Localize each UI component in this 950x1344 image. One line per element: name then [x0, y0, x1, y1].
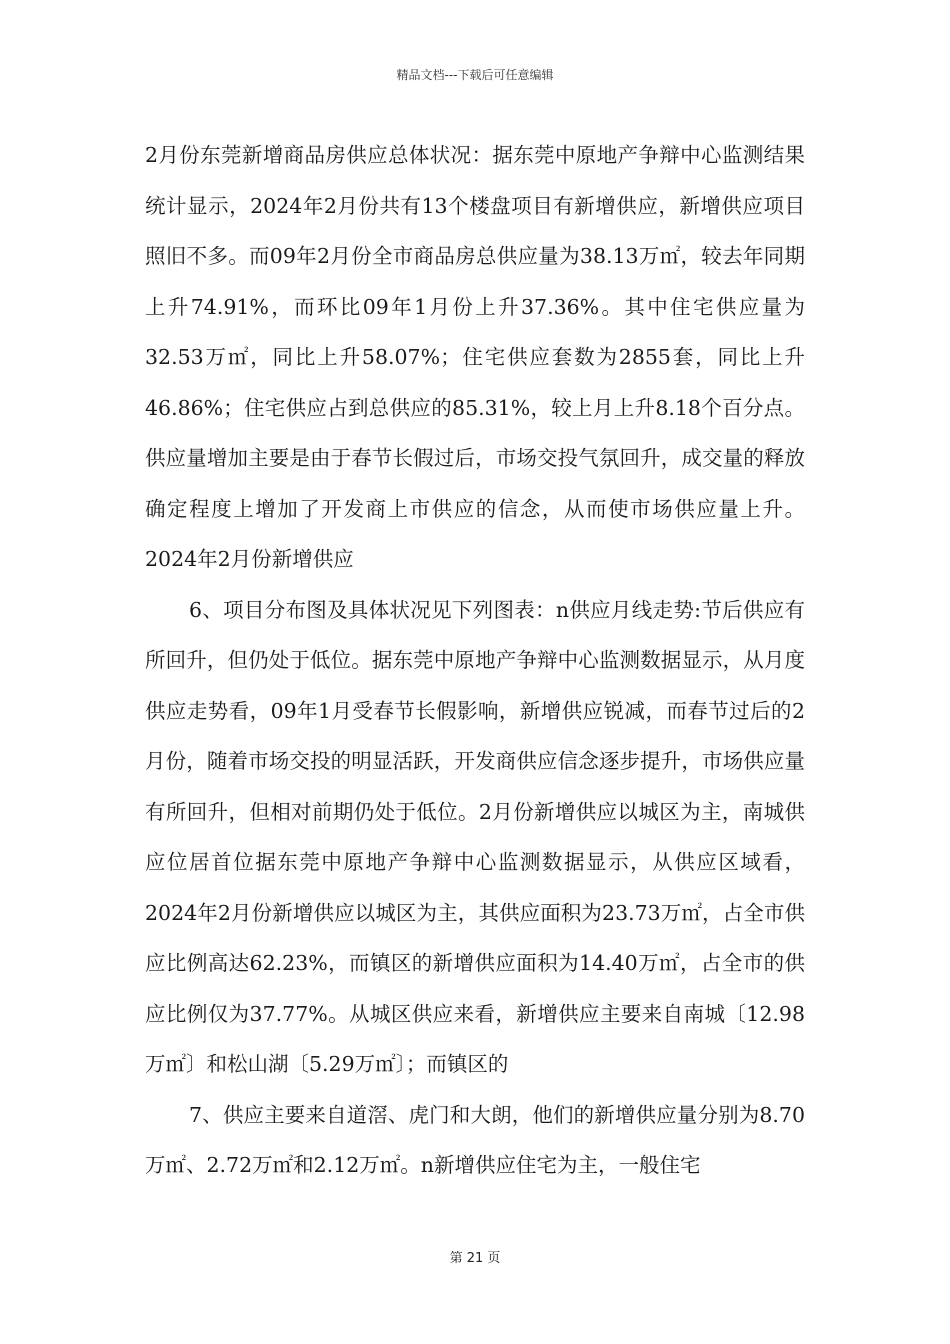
- paragraph-supply-overview: 2月份东莞新增商品房供应总体状况：据东莞中原地产争辩中心监测结果统计显示，2024年2月份共有13个楼盘项目有新增供应，新增供应项目照旧不多。而09年2月份全市商品房总供应量为38.13万㎡，较去年同期上升74.91%，而环比09年1月份上升37.36%。其中住宅供应量为32.53万㎡，同比上升58.07%；住宅供应套数为2855套，同比上升46.86%；住宅供应占到总供应的85.31%，较上月上升8.18个百分点。供应量增加主要是由于春节长假过后，市场交投气氛回升，成交量的释放确定程度上增加了开发商上市供应的信念，从而使市场供应量上升。2024年2月份新增供应: [145, 143, 805, 571]
- page-header: 精品文档---下载后可任意编辑: [396, 68, 554, 82]
- document-body: [145, 130, 805, 1191]
- paragraph-supply-sources: 7、供应主要来自道滘、虎门和大朗，他们的新增供应量分别为8.70万㎡、2.72万㎡和2.12万㎡。n新增供应住宅为主，一般住宅: [145, 1102, 805, 1177]
- paragraph-project-distribution: 6、项目分布图及具体状况见下列图表：n供应月线走势:节后供应有所回升，但仍处于低位。据东莞中原地产争辩中心监测数据显示，从月度供应走势看，09年1月受春节长假影响，新增供应锐减，而春节过后的2月份，随着市场交投的明显活跃，开发商供应信念逐步提升，市场供应量有所回升，但相对前期仍处于低位。2月份新增供应以城区为主，南城供应位居首位据东莞中原地产争辩中心监测数据显示，从供应区域看，2024年2月份新增供应以城区为主，其供应面积为23.73万㎡，占全市供应比例高达62.23%，而镇区的新增供应面积为14.40万㎡，占全市的供应比例仅为37.77%。从城区供应来看，新增供应主要来自南城〔12.98万㎡〕和松山湖〔5.29万㎡〕；而镇区的: [145, 597, 805, 1076]
- page-number: 第 21 页: [449, 1251, 501, 1266]
